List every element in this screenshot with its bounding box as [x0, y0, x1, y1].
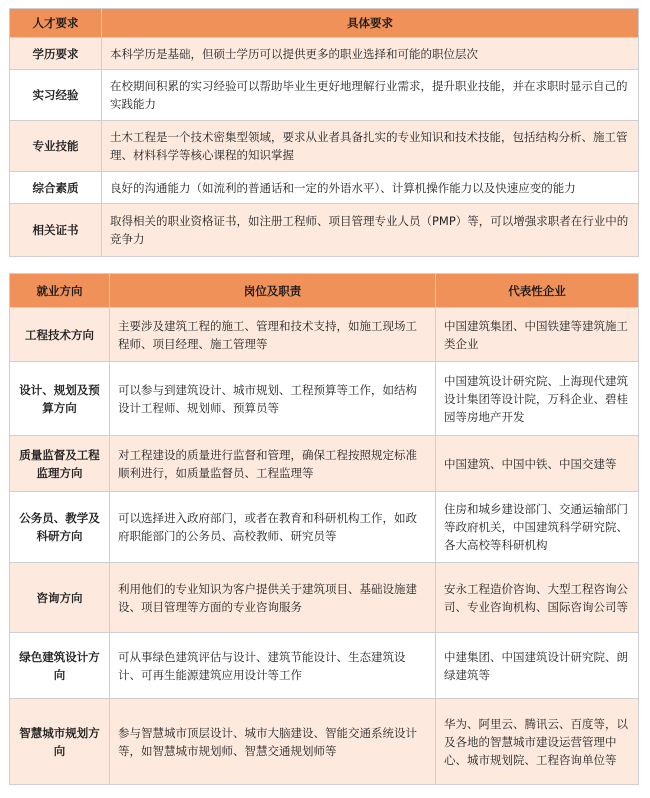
row-duty: 可从事绿色建筑评估与设计、建筑节能设计、生态建筑设计、可再生能源建筑应用设计等工作: [110, 633, 436, 699]
row-companies: 中建集团、中国建筑设计研究院、朗绿建筑等: [436, 633, 639, 699]
row-label: 学历要求: [10, 38, 102, 70]
column-header-requirement: 人才要求: [10, 9, 102, 38]
row-companies: 华为、阿里云、腾讯云、百度等，以及各地的智慧城市建设运营管理中心、城市规划院、工程咨询单位等: [436, 699, 639, 785]
row-direction: 质量监督及工程监理方向: [10, 436, 110, 492]
column-header-direction: 就业方向: [10, 274, 110, 308]
row-label: 综合素质: [10, 172, 102, 204]
row-direction: 设计、规划及预算方向: [10, 362, 110, 436]
row-direction: 公务员、教学及科研方向: [10, 492, 110, 563]
row-detail: 取得相关的职业资格证书，如注册工程师、项目管理专业人员（PMP）等，可以增强求职者在行业中的竞争力: [102, 204, 639, 257]
row-direction: 咨询方向: [10, 563, 110, 633]
row-detail: 良好的沟通能力（如流利的普通话和一定的外语水平）、计算机操作能力以及快速应变的能力: [102, 172, 639, 204]
row-duty: 主要涉及建筑工程的施工、管理和技术支持，如施工现场工程师、项目经理、施工管理等: [110, 308, 436, 362]
row-detail: 在校期间积累的实习经验可以帮助毕业生更好地理解行业需求，提升职业技能，并在求职时显示自己的实践能力: [102, 70, 639, 121]
table-row: [10, 70, 639, 121]
table-row: [10, 436, 639, 492]
row-duty: 可以参与到建筑设计、城市规划、工程预算等工作，如结构设计工程师、规划师、预算员等: [110, 362, 436, 436]
career-directions-table: [9, 273, 639, 785]
row-duty: 对工程建设的质量进行监督和管理，确保工程按照规定标准顺利进行，如质量监督员、工程监理等: [110, 436, 436, 492]
table-row: [10, 492, 639, 563]
table-row: [10, 633, 639, 699]
table-row: [10, 38, 639, 70]
row-duty: 可以选择进入政府部门，或者在教育和科研机构工作，如政府职能部门的公务员、高校教师、研究员等: [110, 492, 436, 563]
table-row: [10, 204, 639, 257]
row-detail: 本科学历是基础，但硕士学历可以提供更多的职业选择和可能的职位层次: [102, 38, 639, 70]
row-direction: 工程技术方向: [10, 308, 110, 362]
row-duty: 利用他们的专业知识为客户提供关于建筑项目、基础设施建设、项目管理等方面的专业咨询服务: [110, 563, 436, 633]
table-row: [10, 563, 639, 633]
column-header-companies: 代表性企业: [436, 274, 639, 308]
row-companies: 住房和城乡建设部门、交通运输部门等政府机关，中国建筑科学研究院、各大高校等科研机构: [436, 492, 639, 563]
row-label: 相关证书: [10, 204, 102, 257]
row-direction: 绿色建筑设计方向: [10, 633, 110, 699]
column-header-duty: 岗位及职责: [110, 274, 436, 308]
row-companies: 安永工程造价咨询、大型工程咨询公司、专业咨询机构、国际咨询公司等: [436, 563, 639, 633]
table-row: [10, 308, 639, 362]
row-duty: 参与智慧城市顶层设计、城市大脑建设、智能交通系统设计等，如智慧城市规划师、智慧交通规划师等: [110, 699, 436, 785]
row-companies: 中国建筑集团、中国铁建等建筑施工类企业: [436, 308, 639, 362]
row-direction: 智慧城市规划方向: [10, 699, 110, 785]
row-label: 专业技能: [10, 121, 102, 172]
talent-requirements-table: [9, 8, 639, 257]
table-row: [10, 172, 639, 204]
row-companies: 中国建筑、中国中铁、中国交建等: [436, 436, 639, 492]
table-header-row: [10, 274, 639, 308]
table-row: [10, 362, 639, 436]
table-header-row: [10, 9, 639, 38]
row-label: 实习经验: [10, 70, 102, 121]
table-row: [10, 121, 639, 172]
table-row: [10, 699, 639, 785]
column-header-detail: 具体要求: [102, 9, 639, 38]
row-detail: 土木工程是一个技术密集型领域，要求从业者具备扎实的专业知识和技术技能，包括结构分析、施工管理、材料科学等核心课程的知识掌握: [102, 121, 639, 172]
row-companies: 中国建筑设计研究院、上海现代建筑设计集团等设计院，万科企业、碧桂园等房地产开发: [436, 362, 639, 436]
